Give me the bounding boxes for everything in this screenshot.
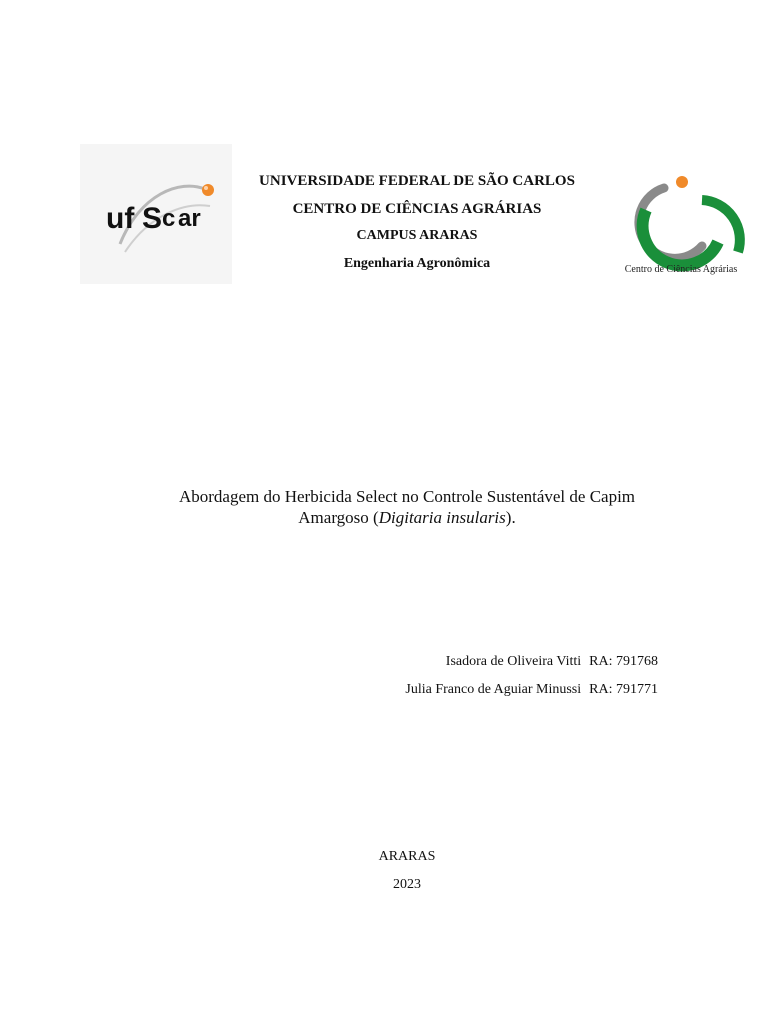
author-line — [405, 653, 658, 671]
author-name: Isadora de Oliveira Vitti — [445, 654, 582, 669]
author-ra: RA: 791768 — [589, 654, 658, 669]
campus-name: CAMPUS ARARAS — [356, 228, 478, 243]
title-line-2-prefix: Amargoso ( — [298, 508, 379, 527]
ufscar-logo-graphic — [80, 144, 232, 284]
year: 2023 — [393, 877, 421, 892]
city-name: ARARAS — [378, 849, 436, 864]
svg-text:S: S — [142, 202, 163, 235]
course-name: Engenharia Agronômica — [343, 255, 491, 271]
svg-text:ar: ar — [178, 205, 201, 232]
title-line-2 — [140, 507, 674, 528]
university-name: UNIVERSIDADE FEDERAL DE SÃO CARLOS — [259, 173, 575, 189]
footer-block — [307, 848, 507, 904]
author-line — [405, 681, 658, 699]
cca-logo-caption: Centro de Ciências Agrárias — [624, 264, 738, 275]
title-line-2-suffix: ). — [505, 508, 516, 527]
institution-header — [234, 172, 600, 282]
author-name: Julia Franco de Aguiar Minussi — [405, 682, 582, 697]
ufscar-logo — [80, 144, 232, 284]
species-name: Digitaria insularis — [378, 508, 506, 527]
authors-block — [405, 653, 658, 709]
title-line-1: Abordagem do Herbicida Select no Controle Sustentável de Capim — [178, 487, 636, 506]
svg-text:c: c — [162, 205, 176, 232]
center-name: CENTRO DE CIÊNCIAS AGRÁRIAS — [292, 200, 542, 217]
cca-logo — [606, 160, 756, 280]
cca-logo-graphic — [606, 160, 756, 280]
author-ra: RA: 791771 — [589, 682, 658, 697]
svg-text:uf: uf — [106, 202, 135, 235]
document-title — [140, 486, 674, 528]
